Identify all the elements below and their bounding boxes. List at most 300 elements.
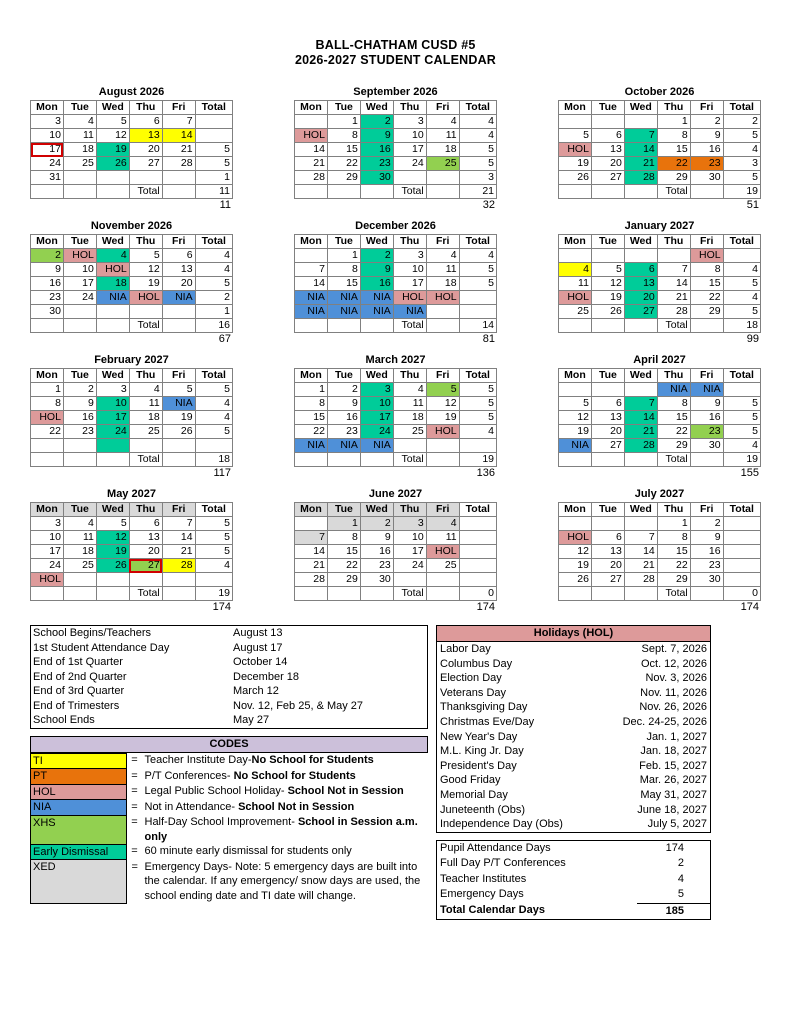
column-header-fri: Fri bbox=[690, 235, 723, 249]
day-cell: 2 bbox=[31, 249, 64, 263]
month-block bbox=[30, 220, 233, 345]
summary-row bbox=[437, 887, 711, 903]
day-cell: 13 bbox=[162, 263, 195, 277]
code-row bbox=[31, 800, 428, 816]
week-total-cell: 1 bbox=[195, 171, 232, 185]
day-cell: 12 bbox=[559, 545, 592, 559]
week-total-cell: 5 bbox=[459, 143, 496, 157]
day-cell: 20 bbox=[162, 277, 195, 291]
week-total-cell: 5 bbox=[459, 383, 496, 397]
day-cell: 24 bbox=[360, 425, 393, 439]
day-cell bbox=[96, 439, 129, 453]
day-cell: 20 bbox=[591, 425, 624, 439]
equals-sign: = bbox=[131, 860, 138, 873]
week-row bbox=[559, 573, 761, 587]
day-cell: 20 bbox=[591, 157, 624, 171]
day-cell: 2 bbox=[360, 517, 393, 531]
day-cell: 18 bbox=[393, 411, 426, 425]
day-cell: 1 bbox=[327, 249, 360, 263]
month-block bbox=[30, 86, 233, 211]
day-cell: 18 bbox=[426, 277, 459, 291]
empty-cell bbox=[360, 185, 393, 199]
day-cell: 30 bbox=[360, 171, 393, 185]
week-row bbox=[559, 291, 761, 305]
day-cell: 23 bbox=[327, 425, 360, 439]
key-dates-table bbox=[31, 626, 427, 728]
key-date-value: August 13 bbox=[233, 627, 283, 639]
empty-cell bbox=[295, 319, 328, 333]
day-cell: 15 bbox=[295, 411, 328, 425]
day-cell: 23 bbox=[63, 425, 96, 439]
month-title: December 2026 bbox=[355, 220, 436, 232]
day-cell: NIA bbox=[393, 305, 426, 319]
day-cell: 16 bbox=[690, 143, 723, 157]
column-header-wed: Wed bbox=[360, 101, 393, 115]
day-cell: 31 bbox=[31, 171, 64, 185]
empty-cell bbox=[63, 587, 96, 601]
week-row bbox=[295, 291, 497, 305]
day-cell: 7 bbox=[624, 129, 657, 143]
day-cell bbox=[559, 115, 592, 129]
week-row bbox=[31, 397, 233, 411]
month-block bbox=[558, 86, 761, 211]
week-row bbox=[31, 559, 233, 573]
day-cell bbox=[129, 439, 162, 453]
day-cell: 19 bbox=[96, 545, 129, 559]
week-total-cell: 5 bbox=[195, 425, 232, 439]
day-cell: 4 bbox=[426, 249, 459, 263]
column-header-thu: Thu bbox=[393, 369, 426, 383]
day-cell: 2 bbox=[360, 249, 393, 263]
day-cell: 1 bbox=[295, 383, 328, 397]
holidays-box bbox=[436, 625, 711, 833]
day-cell: HOL bbox=[559, 143, 592, 157]
cumulative-days: 81 bbox=[482, 333, 495, 345]
week-row bbox=[559, 397, 761, 411]
month-total-label: Total bbox=[129, 185, 162, 199]
key-date-value: Nov. 12, Feb 25, & May 27 bbox=[233, 699, 364, 712]
day-cell: 29 bbox=[327, 171, 360, 185]
day-cell: 5 bbox=[559, 397, 592, 411]
day-cell: 8 bbox=[690, 263, 723, 277]
week-total-cell: 5 bbox=[723, 425, 760, 439]
day-cell: 10 bbox=[31, 531, 64, 545]
day-cell: 14 bbox=[624, 411, 657, 425]
day-cell: 14 bbox=[162, 129, 195, 143]
week-total-cell: 1 bbox=[195, 305, 232, 319]
week-total-cell bbox=[723, 559, 760, 573]
day-cell: 24 bbox=[31, 559, 64, 573]
holiday-row bbox=[437, 730, 711, 745]
empty-cell bbox=[31, 185, 64, 199]
week-total-cell: 5 bbox=[459, 397, 496, 411]
week-total-cell: 4 bbox=[195, 559, 232, 573]
day-cell: 10 bbox=[63, 263, 96, 277]
column-header-tue: Tue bbox=[327, 101, 360, 115]
summary-label: Emergency Days bbox=[440, 888, 524, 901]
week-total-cell bbox=[195, 115, 232, 129]
day-cell: 19 bbox=[559, 559, 592, 573]
day-cell: 5 bbox=[129, 249, 162, 263]
week-total-cell: 5 bbox=[723, 171, 760, 185]
day-cell: 14 bbox=[295, 143, 328, 157]
column-header-fri: Fri bbox=[426, 101, 459, 115]
empty-cell bbox=[96, 185, 129, 199]
day-cell: 21 bbox=[162, 545, 195, 559]
week-row bbox=[295, 531, 497, 545]
week-total-cell: 4 bbox=[723, 291, 760, 305]
day-cell: 1 bbox=[327, 115, 360, 129]
week-row bbox=[559, 129, 761, 143]
holiday-row bbox=[437, 744, 711, 759]
day-cell: 16 bbox=[327, 411, 360, 425]
day-cell bbox=[162, 439, 195, 453]
day-cell: 17 bbox=[393, 277, 426, 291]
day-cell: 7 bbox=[295, 531, 328, 545]
day-cell: 30 bbox=[690, 573, 723, 587]
day-cell: 11 bbox=[63, 531, 96, 545]
day-cell: 21 bbox=[295, 559, 328, 573]
day-cell bbox=[295, 249, 328, 263]
week-total-cell: 4 bbox=[723, 439, 760, 453]
day-cell: 10 bbox=[393, 263, 426, 277]
day-cell: 6 bbox=[591, 531, 624, 545]
week-row bbox=[559, 157, 761, 171]
week-total-cell: 4 bbox=[195, 411, 232, 425]
week-total-cell: 4 bbox=[459, 425, 496, 439]
day-cell: 27 bbox=[129, 157, 162, 171]
day-cell bbox=[129, 305, 162, 319]
week-total-cell bbox=[459, 531, 496, 545]
day-cell: 21 bbox=[624, 425, 657, 439]
equals-sign: = bbox=[131, 785, 138, 797]
month-table bbox=[294, 234, 497, 333]
day-cell: 11 bbox=[63, 129, 96, 143]
day-cell: 12 bbox=[96, 129, 129, 143]
column-header-tue: Tue bbox=[591, 369, 624, 383]
month-block bbox=[294, 488, 497, 613]
day-cell: 18 bbox=[96, 277, 129, 291]
column-header-wed: Wed bbox=[624, 235, 657, 249]
column-header-fri: Fri bbox=[690, 503, 723, 517]
month-total-row bbox=[295, 185, 497, 199]
column-header-wed: Wed bbox=[96, 503, 129, 517]
column-header-wed: Wed bbox=[360, 235, 393, 249]
day-cell: 8 bbox=[657, 129, 690, 143]
key-date-value: May 27 bbox=[233, 714, 270, 726]
week-row bbox=[31, 573, 233, 587]
day-cell: 10 bbox=[96, 397, 129, 411]
day-cell bbox=[624, 249, 657, 263]
day-cell bbox=[162, 171, 195, 185]
equals-sign: = bbox=[131, 754, 138, 766]
day-cell: 10 bbox=[360, 397, 393, 411]
day-cell: 25 bbox=[426, 559, 459, 573]
day-cell: 9 bbox=[31, 263, 64, 277]
day-cell: 17 bbox=[393, 545, 426, 559]
day-cell: 16 bbox=[360, 143, 393, 157]
week-row bbox=[295, 129, 497, 143]
day-cell bbox=[426, 305, 459, 319]
week-total-cell bbox=[195, 573, 232, 587]
column-header-thu: Thu bbox=[129, 235, 162, 249]
empty-cell bbox=[559, 587, 592, 601]
day-cell bbox=[657, 249, 690, 263]
empty-cell bbox=[690, 185, 723, 199]
day-cell: HOL bbox=[559, 291, 592, 305]
summary-table bbox=[436, 840, 711, 921]
empty-cell bbox=[426, 185, 459, 199]
week-row bbox=[295, 263, 497, 277]
day-cell bbox=[624, 517, 657, 531]
column-header-mon: Mon bbox=[559, 369, 592, 383]
month-total-label: Total bbox=[393, 587, 426, 601]
month-total-value: 19 bbox=[195, 587, 232, 601]
day-cell: NIA bbox=[327, 291, 360, 305]
right-legend-column bbox=[436, 625, 711, 920]
week-total-cell: 5 bbox=[195, 143, 232, 157]
empty-cell bbox=[295, 587, 328, 601]
day-cell: 10 bbox=[31, 129, 64, 143]
day-cell: 27 bbox=[129, 559, 162, 573]
day-cell bbox=[96, 305, 129, 319]
column-header-tue: Tue bbox=[63, 101, 96, 115]
codes-box bbox=[30, 736, 428, 904]
day-cell: 28 bbox=[295, 171, 328, 185]
empty-cell bbox=[327, 587, 360, 601]
empty-cell bbox=[360, 319, 393, 333]
day-cell: 29 bbox=[657, 439, 690, 453]
day-cell: 27 bbox=[591, 439, 624, 453]
day-cell bbox=[624, 383, 657, 397]
day-cell: 28 bbox=[624, 573, 657, 587]
month-total-label: Total bbox=[393, 453, 426, 467]
day-cell: NIA bbox=[295, 305, 328, 319]
day-cell: 8 bbox=[657, 397, 690, 411]
day-cell: HOL bbox=[426, 545, 459, 559]
month-table bbox=[558, 502, 761, 601]
holidays-heading: Holidays (HOL) bbox=[436, 625, 711, 641]
column-header-wed: Wed bbox=[360, 503, 393, 517]
week-total-cell bbox=[459, 517, 496, 531]
empty-cell bbox=[426, 319, 459, 333]
day-cell: 27 bbox=[591, 171, 624, 185]
day-cell: 20 bbox=[129, 545, 162, 559]
holiday-date: May 31, 2027 bbox=[640, 788, 707, 801]
key-date-row bbox=[31, 684, 427, 699]
week-row bbox=[31, 143, 233, 157]
week-total-cell: 5 bbox=[723, 397, 760, 411]
week-total-cell: 5 bbox=[723, 129, 760, 143]
month-total-label: Total bbox=[657, 319, 690, 333]
day-cell: 15 bbox=[690, 277, 723, 291]
day-cell: 15 bbox=[327, 143, 360, 157]
month-row bbox=[30, 86, 761, 211]
day-cell: HOL bbox=[129, 291, 162, 305]
holiday-date: Mar. 26, 2027 bbox=[639, 774, 707, 787]
day-cell: 22 bbox=[657, 157, 690, 171]
empty-cell bbox=[63, 452, 96, 466]
empty-cell bbox=[31, 319, 64, 333]
month-title: May 2027 bbox=[107, 488, 156, 500]
summary-value: 174 bbox=[665, 841, 684, 854]
equals-sign: = bbox=[131, 800, 138, 813]
day-cell: NIA bbox=[295, 291, 328, 305]
day-cell: HOL bbox=[63, 249, 96, 263]
day-cell: NIA bbox=[360, 305, 393, 319]
column-header-mon: Mon bbox=[559, 503, 592, 517]
code-swatch: HOL bbox=[31, 784, 127, 800]
day-cell: HOL bbox=[690, 249, 723, 263]
column-header-tue: Tue bbox=[63, 235, 96, 249]
code-description: P/T Conferences- No School for Students bbox=[144, 769, 356, 782]
empty-cell bbox=[360, 453, 393, 467]
day-cell: NIA bbox=[295, 439, 328, 453]
day-cell: 22 bbox=[327, 559, 360, 573]
day-cell: 19 bbox=[96, 143, 129, 157]
day-cell: 8 bbox=[327, 531, 360, 545]
month-table bbox=[30, 502, 233, 601]
day-cell: HOL bbox=[31, 573, 64, 587]
column-header-wed: Wed bbox=[624, 101, 657, 115]
day-cell: HOL bbox=[559, 531, 592, 545]
week-total-cell: 4 bbox=[459, 129, 496, 143]
day-cell: 17 bbox=[360, 411, 393, 425]
week-row bbox=[559, 545, 761, 559]
week-total-cell bbox=[723, 249, 760, 263]
column-header-wed: Wed bbox=[360, 369, 393, 383]
day-cell: 23 bbox=[31, 291, 64, 305]
day-cell bbox=[96, 171, 129, 185]
empty-cell bbox=[624, 185, 657, 199]
column-header-total: Total bbox=[195, 235, 232, 249]
cumulative-days: 67 bbox=[218, 333, 231, 345]
holiday-date: June 18, 2027 bbox=[637, 803, 707, 816]
empty-cell bbox=[63, 185, 96, 199]
column-header-tue: Tue bbox=[327, 369, 360, 383]
code-row bbox=[31, 860, 428, 904]
column-header-thu: Thu bbox=[129, 369, 162, 383]
month-title: September 2026 bbox=[353, 86, 438, 98]
day-cell: 12 bbox=[129, 263, 162, 277]
day-cell bbox=[162, 305, 195, 319]
day-cell: 29 bbox=[327, 573, 360, 587]
month-block bbox=[558, 354, 761, 479]
day-cell: 18 bbox=[63, 143, 96, 157]
day-cell: 24 bbox=[63, 291, 96, 305]
column-header-total: Total bbox=[459, 369, 496, 383]
holiday-name: Veterans Day bbox=[440, 686, 507, 699]
empty-cell bbox=[327, 319, 360, 333]
week-total-cell: 3 bbox=[459, 171, 496, 185]
day-cell: 10 bbox=[393, 129, 426, 143]
code-row bbox=[31, 815, 428, 844]
day-cell: 25 bbox=[63, 559, 96, 573]
month-row bbox=[30, 220, 761, 345]
day-cell: 26 bbox=[96, 157, 129, 171]
cumulative-days: 32 bbox=[482, 199, 495, 211]
day-cell: 5 bbox=[96, 517, 129, 531]
day-cell bbox=[559, 383, 592, 397]
day-cell: 6 bbox=[129, 517, 162, 531]
day-cell: 16 bbox=[690, 411, 723, 425]
day-cell: 2 bbox=[360, 115, 393, 129]
code-swatch: NIA bbox=[31, 800, 127, 816]
week-row bbox=[295, 517, 497, 531]
day-cell: 25 bbox=[129, 425, 162, 439]
month-total-value: 14 bbox=[459, 319, 496, 333]
day-cell: 17 bbox=[393, 143, 426, 157]
empty-cell bbox=[295, 185, 328, 199]
day-cell: 19 bbox=[559, 425, 592, 439]
day-cell: 23 bbox=[690, 157, 723, 171]
day-cell: 8 bbox=[327, 263, 360, 277]
day-cell: 14 bbox=[624, 545, 657, 559]
day-cell bbox=[559, 249, 592, 263]
column-header-fri: Fri bbox=[690, 369, 723, 383]
day-cell: 11 bbox=[426, 263, 459, 277]
month-total-row bbox=[31, 319, 233, 333]
holiday-name: Election Day bbox=[440, 672, 502, 685]
cumulative-days: 155 bbox=[740, 467, 759, 479]
day-cell: 6 bbox=[591, 397, 624, 411]
summary-value: 4 bbox=[677, 872, 684, 885]
day-cell: 3 bbox=[393, 115, 426, 129]
column-header-mon: Mon bbox=[295, 101, 328, 115]
empty-cell bbox=[327, 453, 360, 467]
day-cell: NIA bbox=[327, 305, 360, 319]
month-total-label: Total bbox=[657, 185, 690, 199]
day-cell: NIA bbox=[360, 291, 393, 305]
week-row bbox=[559, 411, 761, 425]
equals-sign: = bbox=[131, 845, 138, 857]
column-header-thu: Thu bbox=[657, 235, 690, 249]
summary-label: Full Day P/T Conferences bbox=[440, 857, 566, 870]
month-title: June 2027 bbox=[368, 488, 423, 500]
empty-cell bbox=[591, 587, 624, 601]
day-cell: 6 bbox=[591, 129, 624, 143]
week-row bbox=[295, 171, 497, 185]
day-cell: 28 bbox=[657, 305, 690, 319]
day-cell: 5 bbox=[559, 129, 592, 143]
day-cell: 13 bbox=[591, 143, 624, 157]
day-cell: 25 bbox=[393, 425, 426, 439]
day-cell: 28 bbox=[624, 171, 657, 185]
month-table bbox=[30, 234, 233, 333]
day-cell: 6 bbox=[129, 115, 162, 129]
day-cell: HOL bbox=[426, 291, 459, 305]
week-row bbox=[31, 545, 233, 559]
day-cell: 16 bbox=[690, 545, 723, 559]
month-total-label: Total bbox=[129, 452, 162, 466]
holiday-name: Memorial Day bbox=[440, 788, 508, 801]
day-cell: 22 bbox=[690, 291, 723, 305]
empty-cell bbox=[162, 185, 195, 199]
month-total-value: 19 bbox=[723, 453, 760, 467]
month-total-label: Total bbox=[393, 319, 426, 333]
day-cell: 20 bbox=[624, 291, 657, 305]
week-row bbox=[295, 305, 497, 319]
key-date-row bbox=[31, 641, 427, 656]
codes-table bbox=[30, 753, 428, 904]
day-cell: 2 bbox=[690, 517, 723, 531]
day-cell: 22 bbox=[327, 157, 360, 171]
week-total-cell: 5 bbox=[195, 531, 232, 545]
holiday-name: Thanksgiving Day bbox=[440, 701, 528, 714]
holiday-row bbox=[437, 759, 711, 774]
key-dates-box bbox=[30, 625, 428, 729]
day-cell bbox=[393, 573, 426, 587]
